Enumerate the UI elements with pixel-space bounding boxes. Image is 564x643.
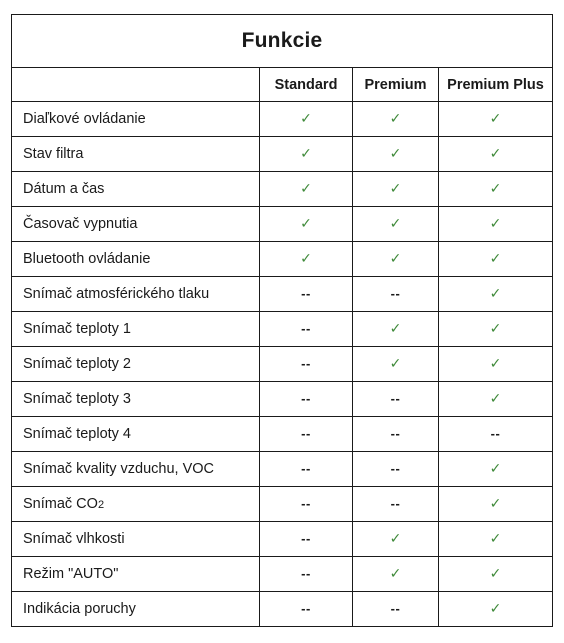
checkmark-icon: ✓ <box>389 146 402 162</box>
cell-premium-plus <box>439 417 553 452</box>
cell-standard <box>260 172 353 207</box>
cell-standard <box>260 382 353 417</box>
feature-name: Stav filtra <box>12 137 260 172</box>
not-available-mark: -- <box>301 321 311 336</box>
not-available-mark: -- <box>301 391 311 406</box>
cell-premium-plus <box>439 382 553 417</box>
cell-premium <box>353 242 439 277</box>
cell-premium <box>353 277 439 312</box>
cell-standard <box>260 522 353 557</box>
feature-name: Snímač teploty 4 <box>12 417 260 452</box>
cell-premium-plus <box>439 557 553 592</box>
not-available-mark: -- <box>301 356 311 371</box>
cell-standard <box>260 242 353 277</box>
cell-standard <box>260 277 353 312</box>
not-available-mark: -- <box>301 531 311 546</box>
table-row <box>12 382 553 417</box>
cell-premium <box>353 557 439 592</box>
cell-premium-plus <box>439 347 553 382</box>
checkmark-icon: ✓ <box>300 111 312 127</box>
feature-name: Dátum a čas <box>12 172 260 207</box>
not-available-mark: -- <box>301 461 311 476</box>
table-body <box>12 102 553 627</box>
feature-name: Snímač vlhkosti <box>12 522 260 557</box>
cell-premium <box>353 312 439 347</box>
cell-premium-plus <box>439 522 553 557</box>
checkmark-icon: ✓ <box>489 496 502 512</box>
cell-premium <box>353 137 439 172</box>
checkmark-icon: ✓ <box>389 356 402 372</box>
cell-standard <box>260 312 353 347</box>
table-row <box>12 452 553 487</box>
checkmark-icon: ✓ <box>389 251 402 267</box>
column-header-standard: Standard <box>260 68 353 102</box>
cell-standard <box>260 207 353 242</box>
cell-premium <box>353 207 439 242</box>
checkmark-icon: ✓ <box>489 566 502 582</box>
checkmark-icon: ✓ <box>489 181 502 197</box>
header-row <box>12 68 553 102</box>
not-available-mark: -- <box>490 426 501 441</box>
cell-premium-plus <box>439 207 553 242</box>
feature-name: Časovač vypnutia <box>12 207 260 242</box>
feature-name: Indikácia poruchy <box>12 592 260 627</box>
table-row <box>12 172 553 207</box>
not-available-mark: -- <box>390 601 401 616</box>
feature-comparison-table-wrapper <box>11 14 552 627</box>
cell-premium-plus <box>439 487 553 522</box>
checkmark-icon: ✓ <box>300 251 312 267</box>
checkmark-icon: ✓ <box>389 566 402 582</box>
feature-name: Snímač teploty 3 <box>12 382 260 417</box>
cell-premium <box>353 592 439 627</box>
table-row <box>12 487 553 522</box>
cell-standard <box>260 452 353 487</box>
cell-standard <box>260 557 353 592</box>
header-empty-cell <box>12 68 260 102</box>
checkmark-icon: ✓ <box>300 216 312 232</box>
feature-name: Snímač teploty 2 <box>12 347 260 382</box>
table-row <box>12 102 553 137</box>
checkmark-icon: ✓ <box>489 321 502 337</box>
checkmark-icon: ✓ <box>389 321 402 337</box>
cell-standard <box>260 592 353 627</box>
cell-standard <box>260 417 353 452</box>
cell-premium-plus <box>439 242 553 277</box>
checkmark-icon: ✓ <box>389 181 402 197</box>
checkmark-icon: ✓ <box>300 181 312 197</box>
cell-premium-plus <box>439 312 553 347</box>
not-available-mark: -- <box>390 391 401 406</box>
checkmark-icon: ✓ <box>489 356 502 372</box>
cell-premium <box>353 102 439 137</box>
cell-premium-plus <box>439 592 553 627</box>
checkmark-icon: ✓ <box>489 601 502 617</box>
checkmark-icon: ✓ <box>489 251 502 267</box>
checkmark-icon: ✓ <box>300 146 312 162</box>
table-row <box>12 417 553 452</box>
table-row <box>12 312 553 347</box>
table-title: Funkcie <box>12 15 553 68</box>
not-available-mark: -- <box>301 286 311 301</box>
table-row <box>12 557 553 592</box>
column-header-premium-plus: Premium Plus <box>439 68 553 102</box>
cell-premium-plus <box>439 452 553 487</box>
cell-standard <box>260 137 353 172</box>
feature-name: Snímač atmosférického tlaku <box>12 277 260 312</box>
not-available-mark: -- <box>390 286 401 301</box>
table-row <box>12 592 553 627</box>
feature-comparison-table <box>11 14 553 627</box>
cell-premium <box>353 347 439 382</box>
cell-premium-plus <box>439 172 553 207</box>
checkmark-icon: ✓ <box>389 216 402 232</box>
table-row <box>12 277 553 312</box>
not-available-mark: -- <box>301 566 311 581</box>
feature-name: Snímač teploty 1 <box>12 312 260 347</box>
feature-name: Bluetooth ovládanie <box>12 242 260 277</box>
checkmark-icon: ✓ <box>489 146 502 162</box>
checkmark-icon: ✓ <box>489 391 502 407</box>
checkmark-icon: ✓ <box>489 461 502 477</box>
title-row <box>12 15 553 68</box>
not-available-mark: -- <box>301 496 311 511</box>
cell-premium <box>353 172 439 207</box>
table-row <box>12 347 553 382</box>
cell-standard <box>260 487 353 522</box>
not-available-mark: -- <box>301 426 311 441</box>
table-row <box>12 242 553 277</box>
column-header-premium: Premium <box>353 68 439 102</box>
cell-premium-plus <box>439 277 553 312</box>
checkmark-icon: ✓ <box>489 216 502 232</box>
feature-name: Snímač CO2 <box>12 487 260 522</box>
feature-name: Režim "AUTO" <box>12 557 260 592</box>
checkmark-icon: ✓ <box>489 531 502 547</box>
cell-premium <box>353 417 439 452</box>
cell-premium <box>353 452 439 487</box>
checkmark-icon: ✓ <box>489 286 502 302</box>
cell-standard <box>260 347 353 382</box>
checkmark-icon: ✓ <box>389 111 402 127</box>
checkmark-icon: ✓ <box>489 111 502 127</box>
cell-premium <box>353 487 439 522</box>
feature-name: Snímač kvality vzduchu, VOC <box>12 452 260 487</box>
not-available-mark: -- <box>390 461 401 476</box>
cell-premium <box>353 382 439 417</box>
cell-standard <box>260 102 353 137</box>
cell-premium <box>353 522 439 557</box>
not-available-mark: -- <box>390 496 401 511</box>
table-row <box>12 522 553 557</box>
not-available-mark: -- <box>390 426 401 441</box>
not-available-mark: -- <box>301 601 311 616</box>
checkmark-icon: ✓ <box>389 531 402 547</box>
cell-premium-plus <box>439 102 553 137</box>
table-row <box>12 207 553 242</box>
cell-premium-plus <box>439 137 553 172</box>
table-row <box>12 137 553 172</box>
feature-name: Diaľkové ovládanie <box>12 102 260 137</box>
